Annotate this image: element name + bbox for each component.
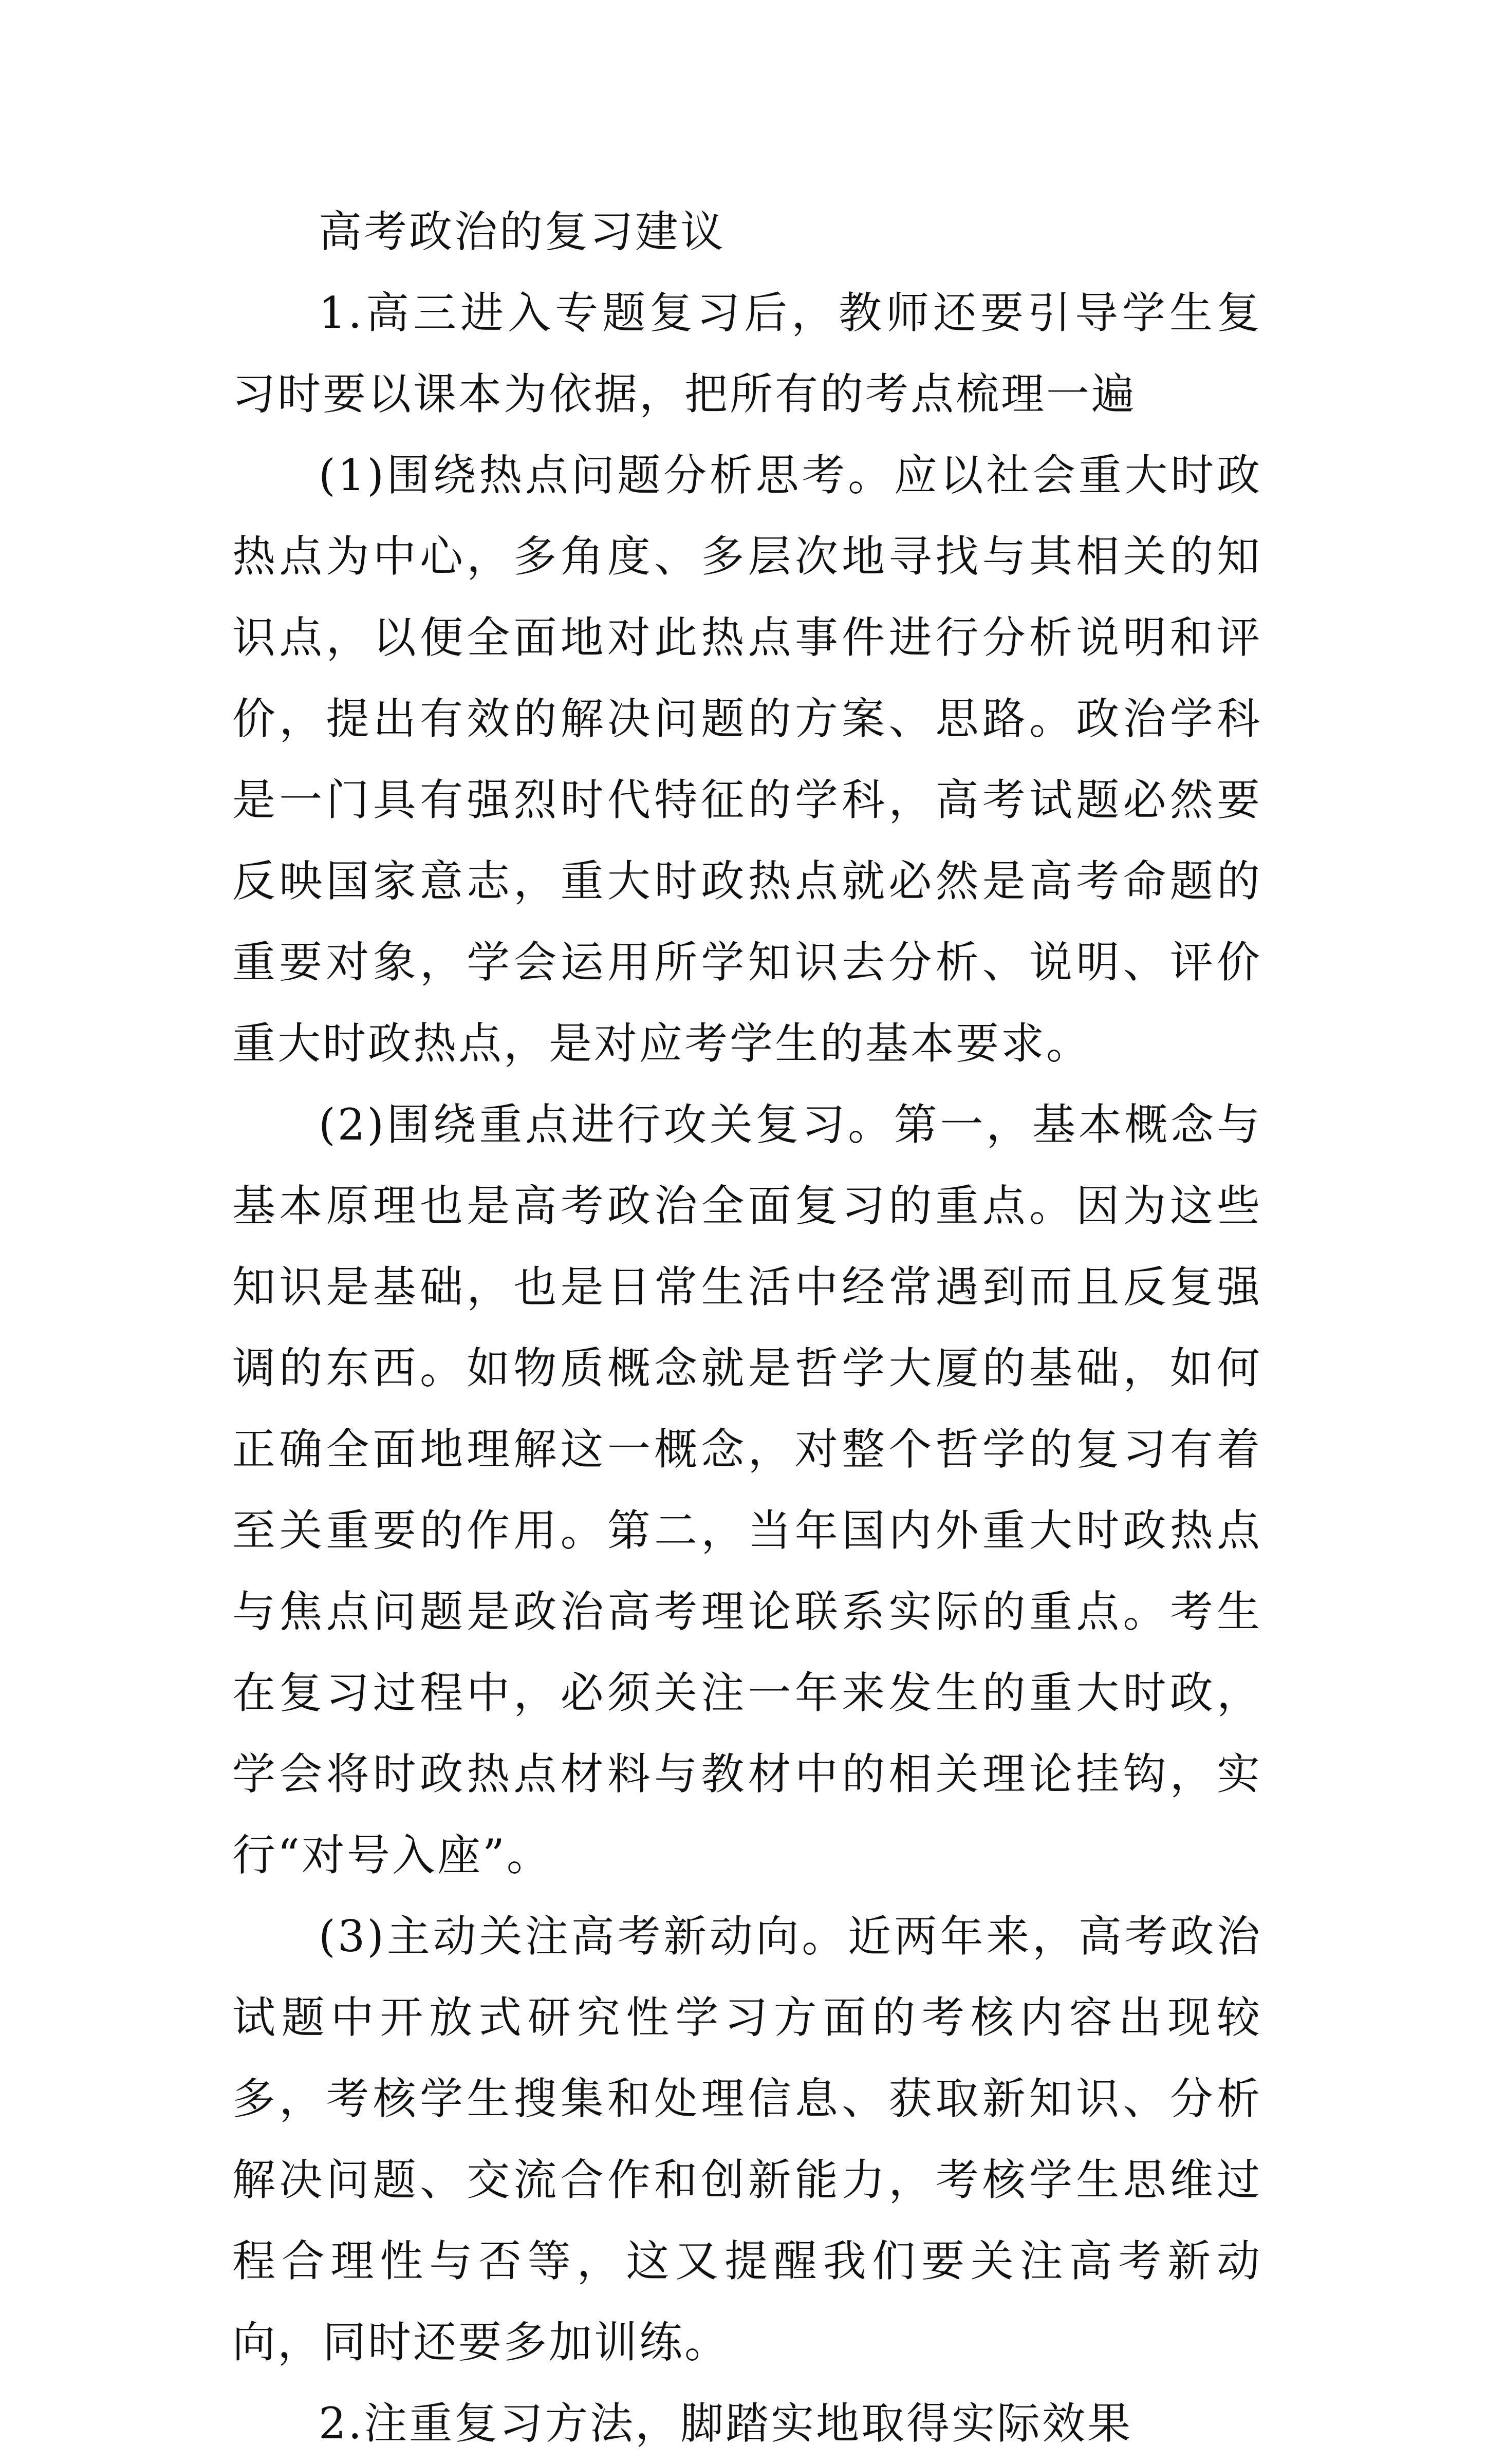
document-body — [232, 191, 1262, 2464]
paragraph-point-1: (1)围绕热点问题分析思考。应以社会重大时政热点为中心，多角度、多层次地寻找与其相关的知识点，以便全面地对此热点事件进行分析说明和评价，提出有效的解决问题的方案、思路。政治学科是一门具有强烈时代特征的学科，高考试题必然要反映国家意志，重大时政热点就必然是高考命题的重要对象，学会运用所学知识去分析、说明、评价重大时政热点，是对应考学生的基本要求。 — [232, 450, 1262, 1069]
document-title: 高考政治的复习建议 — [319, 207, 726, 257]
paragraph-point-2: (2)围绕重点进行攻关复习。第一，基本概念与基本原理也是高考政治全面复习的重点。因为这些知识是基础，也是日常生活中经常遇到而且反复强调的东西。如物质概念就是哲学大厦的基础，如何正确全面地理解这一概念，对整个哲学的复习有着至关重要的作用。第二，当年国内外重大时政热点与焦点问题是政治高考理论联系实际的重点。考生在复习过程中，必须关注一年来发生的重大时政，学会将时政热点材料与教材中的相关理论挂钩，实行“对号入座”。 — [232, 1099, 1262, 1880]
paragraph-section-2: 2.注重复习方法，脚踏实地取得实际效果 — [319, 2398, 1133, 2449]
paragraph-section-1: 1.高三进入专题复习后，教师还要引导学生复习时要以课本为依据，把所有的考点梳理一遍 — [232, 288, 1262, 419]
paragraph-point-3: (3)主动关注高考新动向。近两年来，高考政治试题中开放式研究性学习方面的考核内容出现较多，考核学生搜集和处理信息、获取新知识、分析解决问题、交流合作和创新能力，考核学生思维过程合理性与否等，这又提醒我们要关注高考新动向，同时还要多加训练。 — [232, 1911, 1262, 2367]
